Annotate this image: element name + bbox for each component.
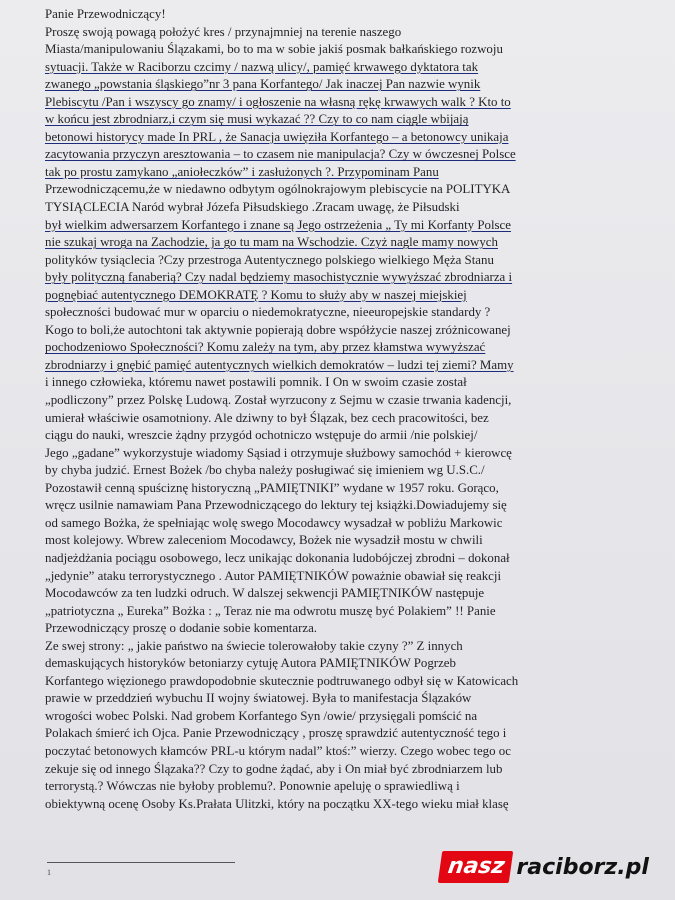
text-line: wrogości wobec Polski. Nad grobem Korfantego Syn /owie/ przysięgali pomścić na	[45, 708, 478, 723]
text-line: wręcz usilnie namawiam Pana Przewodniczącego do lektury tej książki.Dowiadujemy się	[45, 498, 507, 513]
text-line: polityków tysiąclecia ?Czy przestroga Autentycznego polskiego wielkiego Męża Stanu	[45, 252, 494, 267]
footnote-mark: 1	[47, 868, 51, 877]
text-line: zwanego „powstania śląskiego”nr 3 pana Korfantego/ Jak inaczej Pan nazwie wynik	[45, 77, 481, 92]
text-line: od samego Bożka, że spełniając wolę swego Mocodawcy wysadzał w pobliżu Markowic	[45, 515, 503, 530]
letter-body	[45, 6, 625, 813]
text-line: betonowi historycy made In PRL , że Sanacja uwięziła Korfantego – a betonowcy unikaja	[45, 129, 509, 144]
text-line: ciągu do nauki, wreszcie żądny przygód ochotniczo wstępuje do armii /nie polskiej/	[45, 428, 478, 443]
text-line: Miasta/manipulowaniu Ślązakami, bo to ma w sobie jakiś posmak bałkańskiego rozwoju	[45, 42, 503, 57]
text-line: demaskujących historyków betoniarzy cytuję Autora PAMIĘTNIKÓW Pogrzeb	[45, 656, 456, 671]
text-line: tak po prostu zamykano „aniołeczków” i zasłużonych ?. Przypominam Panu	[45, 164, 439, 179]
text-line: zacytowania przyczyn aresztowania – to czasem nie manipulacja? Czy w ówczesnej Polsce	[45, 147, 516, 162]
text-line: w końcu jest zbrodniarz,i czym się musi wykazać ?? Czy to co nam ciągle wbijają	[45, 112, 469, 127]
logo-box-text: nasz	[438, 851, 514, 883]
text-line: Ze swej strony: „ jakie państwo na świecie tolerowałoby takie czyny ?” Z innych	[45, 638, 463, 653]
text-line: prawie w przeddzień wybuchu II wojny światowej. Była to manifestacja Ślązaków	[45, 691, 472, 706]
text-line: był wielkim adwersarzem Korfantego i znane są Jego ostrzeżenia „ Ty mi Korfanty Polsce	[45, 217, 511, 232]
text-line: Pozostawił cenną spuściznę historyczną „PAMIĘTNIKI” wydane w 1957 roku. Gorąco,	[45, 480, 499, 495]
text-line: Mocodawców za ten ludzki odruch. W dalszej sekwencji PAMIĘTNIKÓW następuje	[45, 586, 485, 601]
text-line: Kogo to boli,że autochtoni tak aktywnie popierają dobre współżycie naszej zróżnicowanej	[45, 322, 511, 337]
footnote-rule	[47, 862, 235, 863]
text-line: nie szukaj wroga na Zachodzie, ja go tu mam na Wschodzie. Czyż nagle mamy nowych	[45, 235, 498, 250]
text-line: Przewodniczącemu,że w niedawno odbytym ogólnokrajowym plebiscycie na POLITYKA	[45, 182, 511, 197]
text-line: sytuacji. Także w Raciborzu czcimy / nazwą ulicy/, pamięć krwawego dyktatora tak	[45, 59, 479, 74]
text-line: Panie Przewodniczący!	[45, 7, 166, 21]
text-line: Plebiscytu /Pan i wszyscy go znamy/ i ogłoszenie na własną rękę krwawych walk ? Kto to	[45, 94, 511, 109]
text-line: społeczności budować mur w oparciu o niedemokratyczne, nieeuropejskie standardy ?	[45, 305, 491, 320]
text-line: były polityczną fanaberią? Czy nadal będziemy masochistycznie wywyższać zbrodniarza i	[45, 270, 513, 285]
text-line: „podliczony” przez Polskę Ludową. Został wyrzucony z Sejmu w czasie trwania kadencji,	[45, 393, 512, 408]
text-line: nadjeżdżania pociągu osobowego, lecz unikając dokonania ludobójczej zbrodni – dokonał	[45, 550, 510, 565]
text-line: TYSIĄCLECIA Naród wybrał Józefa Piłsudskiego .Zracam uwagę, że Piłsudski	[45, 200, 460, 215]
text-line: most kolejowy. Wbrew zaleceniom Mocodawcy, Bożek nie wysadził mostu w chwili	[45, 533, 483, 548]
text-line: Jego „gadane” wykorzystuje wiadomy Sąsiad i otrzymuje służbowy samochód + kierowcę	[45, 445, 512, 460]
logo-domain-text: raciborz.pl	[516, 854, 649, 880]
text-line: „jedynie” ataku terrorystycznego . Autor PAMIĘTNIKÓW poważnie obawiał się reakcji	[45, 568, 502, 583]
text-line: zekuje się od innego Ślązaka?? Czy to godne żądać, aby i On miał być zbrodniarzem lub	[45, 761, 503, 776]
text-line: i innego człowieka, któremu nawet postawili pomnik. I On w swoim czasie został	[45, 375, 467, 390]
text-line: by chyba judzić. Ernest Bożek /bo chyba należy posługiwać się imieniem wg U.S.C./	[45, 463, 485, 478]
text-line: umierał właściwie osamotniony. Ale dziwny to był Ślązak, bez cech pracowitości, bez	[45, 410, 489, 425]
text-line: pochodzeniowo Społeczności? Komu zależy na tym, aby przez kłamstwa wywyższać	[45, 340, 486, 355]
text-line: zbrodniarzy i gnębić pamięć autentycznych wielkich demokratów – ludzi tej ziemi? Mamy	[45, 357, 514, 372]
nasz-raciborz-logo[interactable]	[440, 847, 665, 887]
text-line: Proszę swoją powagą położyć kres / przynajmniej na terenie naszego	[45, 24, 402, 39]
text-line: pognębiać autentycznego DEMOKRATĘ ? Komu to służy aby w naszej miejskiej	[45, 287, 467, 302]
text-line: poczytać betonowych kłamców PRL-u którym nadal” ktoś:” wierzy. Czego wobec tego oc	[45, 743, 511, 758]
text-line: „patriotyczna „ Eureka” Bożka : „ Teraz nie ma odwrotu muszę być Polakiem” !! Panie	[45, 603, 496, 618]
text-line: Przewodniczący proszę o dodanie sobie komentarza.	[45, 621, 318, 636]
text-line: Korfantego więzionego prawdopodobnie skutecznie podtruwanego odbył się w Katowicach	[45, 673, 519, 688]
text-line: terrorystą.? Wówczas nie byłoby problemu?. Ponownie apeluję o sprawiedliwą i	[45, 779, 460, 794]
text-line: Polakach śmierć ich Ojca. Panie Przewodniczący , proszę sprawdzić autentyczność tego i	[45, 726, 507, 741]
text-line: obiektywną ocenę Osoby Ks.Prałata Ulitzki, który na początku XX-tego wieku miał klasę	[45, 796, 509, 811]
